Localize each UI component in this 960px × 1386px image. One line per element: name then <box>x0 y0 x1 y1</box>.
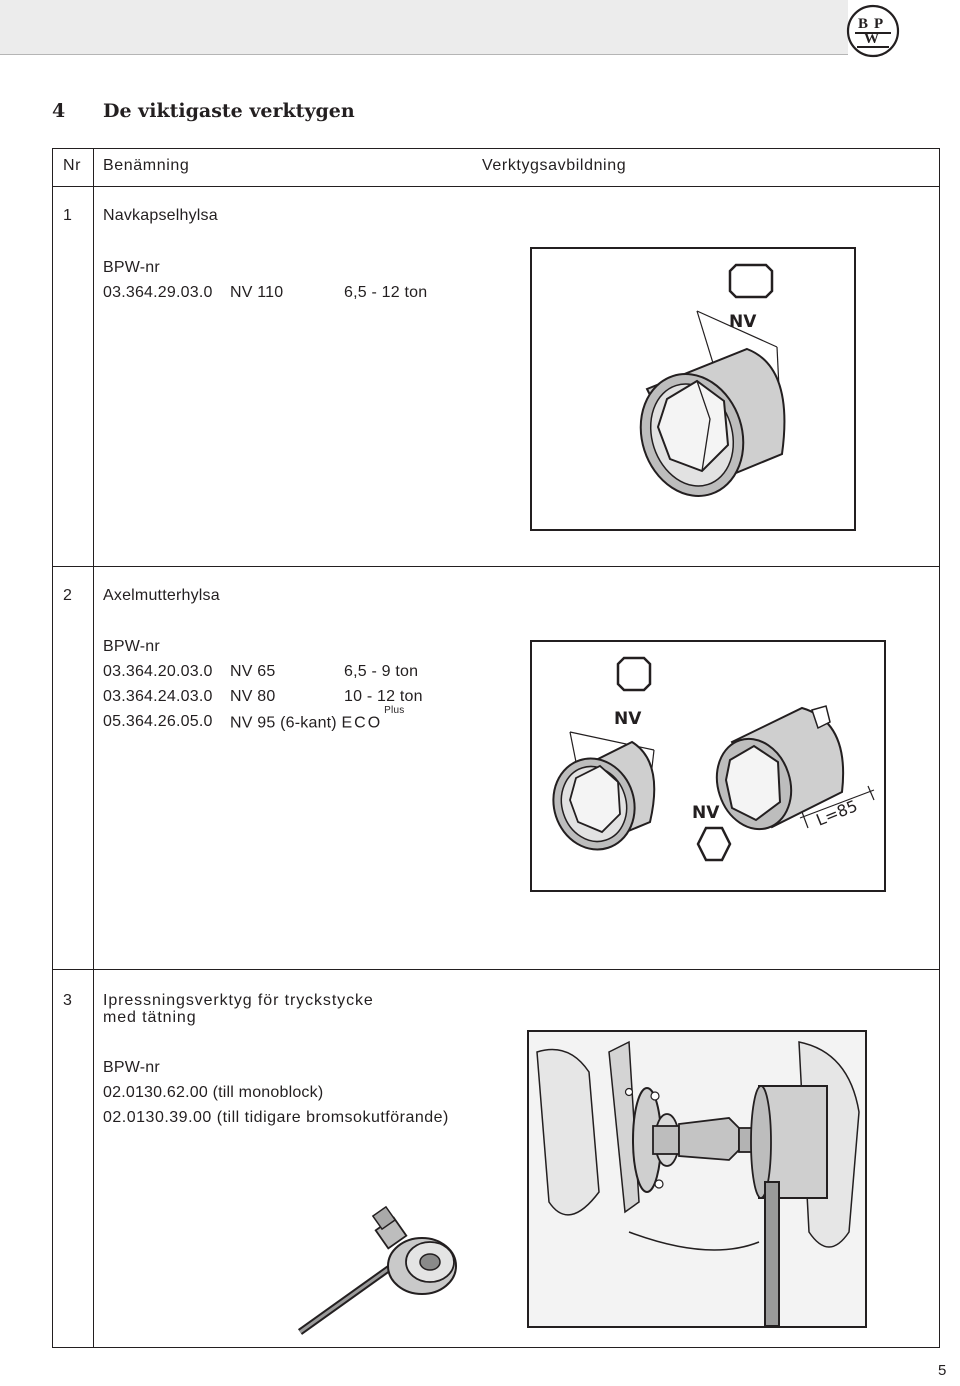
part-line <box>103 1084 323 1102</box>
part-code: 02.0130.39.00 <box>103 1109 212 1126</box>
svg-text:L=85: L=85 <box>813 796 861 830</box>
press-tool-drawing <box>290 1200 470 1340</box>
svg-text:NV: NV <box>729 312 757 332</box>
row-nr: 2 <box>63 587 73 604</box>
row-nr: 3 <box>63 992 73 1009</box>
part-nv: NV 110 <box>230 284 284 301</box>
bpw-label: BPW-nr <box>103 259 160 276</box>
bpw-label: BPW-nr <box>103 638 160 655</box>
brake-installation-drawing <box>529 1032 865 1326</box>
row-nr: 1 <box>63 207 73 224</box>
svg-text:W: W <box>864 31 879 47</box>
header-bar <box>0 0 848 55</box>
tool-name-line2: med tätning <box>103 1009 197 1026</box>
part-range: 6,5 - 12 ton <box>344 284 428 301</box>
hub-cap-socket-drawing <box>532 249 854 529</box>
part-range: 10 - 12 ton <box>344 688 423 705</box>
col-header-nr: Nr <box>63 157 82 174</box>
svg-text:P: P <box>874 16 884 32</box>
tool-name: Navkapselhylsa <box>103 207 218 224</box>
part-code: 02.0130.62.00 <box>103 1084 208 1101</box>
bpw-label: BPW-nr <box>103 1059 160 1076</box>
part-line <box>103 1109 449 1127</box>
part-range: ECO <box>341 714 383 732</box>
part-nv: NV 65 <box>230 663 276 680</box>
col-header-name: Benämning <box>103 157 190 174</box>
axle-nut-socket-drawing <box>532 642 884 890</box>
part-range: 6,5 - 9 ton <box>344 663 419 680</box>
part-nv: NV 80 <box>230 688 276 705</box>
table-divider <box>52 969 940 970</box>
part-code: 03.364.20.03.0 <box>103 663 213 680</box>
col-header-image: Verktygsavbildning <box>482 157 627 174</box>
tool-name: Axelmutterhylsa <box>103 587 220 604</box>
axle-nut-socket-figure <box>530 640 886 892</box>
hub-cap-socket-figure <box>530 247 856 531</box>
part-note: (till monoblock) <box>212 1084 324 1101</box>
table-divider <box>52 186 940 187</box>
part-nv: NV 95 (6-kant) <box>230 714 337 732</box>
part-code: 05.364.26.05.0 <box>103 713 213 730</box>
bpw-logo-icon <box>846 4 900 58</box>
svg-text:B: B <box>858 16 869 32</box>
part-code: 03.364.29.03.0 <box>103 284 213 301</box>
brake-installation-figure <box>527 1030 867 1328</box>
part-nv-eco <box>230 705 405 732</box>
eco-plus-superscript: Plus <box>384 705 405 716</box>
svg-text:NV: NV <box>692 803 720 823</box>
section-title: De viktigaste verktygen <box>103 100 355 122</box>
page-number: 5 <box>938 1362 947 1379</box>
part-note: (till tidigare bromsokutförande) <box>216 1109 449 1126</box>
part-code: 03.364.24.03.0 <box>103 688 213 705</box>
section-number: 4 <box>52 100 66 122</box>
tool-name: Ipressningsverktyg för tryckstycke <box>103 992 374 1009</box>
svg-text:NV: NV <box>614 709 642 729</box>
table-divider <box>52 566 940 567</box>
table-divider <box>93 148 94 1348</box>
